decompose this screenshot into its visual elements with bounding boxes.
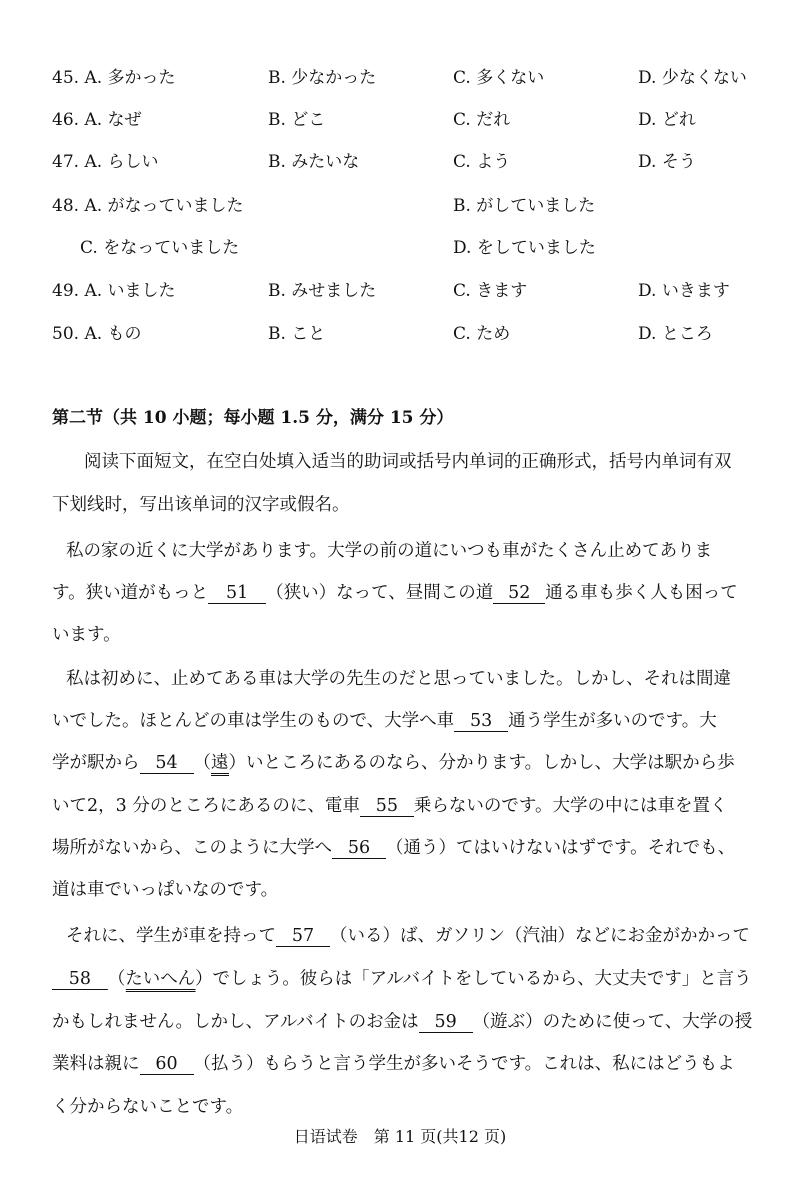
blank-53: 53 (454, 711, 508, 732)
passage-p2-line-5 (52, 834, 735, 862)
blank-59: 59 (419, 1012, 473, 1033)
text-segment: 通る車も歩く人も困って (545, 583, 738, 603)
q46-option-d: D. どれ (638, 110, 696, 130)
section-heading: 第二节（共 10 小题；每小题 1.5 分，满分 15 分） (52, 408, 454, 428)
q49-option-c: C. きます (453, 281, 528, 301)
q49-option-d: D. いきます (638, 281, 730, 301)
passage-p3-line-5: く分からないことです。 (52, 1097, 244, 1117)
text-segment: ）でしょう。彼らは「アルバイトをしているから、大丈夫です」と言う (195, 969, 752, 989)
question-48-row-2 (0, 234, 800, 262)
passage-p1-line-2 (52, 579, 738, 607)
q47-option-c: C. よう (453, 152, 511, 172)
text-segment: 乗らないのです。大学の中には車を置く (413, 796, 728, 816)
q47-option-b: B. みたいな (268, 152, 360, 172)
blank-51: 51 (208, 583, 266, 604)
text-segment: （通う）てはいけないはずです。それでも、 (386, 838, 736, 858)
q50-option-c: C. ため (453, 324, 511, 344)
passage-p3-line-3 (52, 1008, 752, 1036)
passage-p1-line-3: います。 (52, 625, 121, 645)
instruction-line-1: 阅读下面短文，在空白处填入适当的助词或括号内单词的正确形式，括号内单词有双 (84, 452, 732, 472)
text-segment: （遊ぶ）のために使って、大学の授 (472, 1012, 753, 1032)
q50-option-b: B. こと (268, 324, 326, 344)
question-46-row (0, 106, 800, 134)
question-45-row (0, 64, 800, 92)
instruction-line-2: 下划线时，写出该单词的汉字或假名。 (52, 495, 350, 515)
question-47-row (0, 148, 800, 176)
q45-option-a: 45. A. 多かった (52, 68, 176, 88)
q48-option-c: C. をなっていました (80, 238, 240, 258)
q48-option-a: 48. A. がなっていました (52, 196, 244, 216)
question-48-row (0, 192, 800, 220)
q47-option-a: 47. A. らしい (52, 152, 159, 172)
blank-56: 56 (332, 838, 386, 859)
blank-54: 54 (140, 753, 194, 774)
passage-p2-line-6: 道は車でいっぱいなのです。 (52, 880, 279, 900)
text-segment: 業料は親に (52, 1054, 140, 1074)
q47-option-d: D. そう (638, 152, 696, 172)
blank-58: 58 (52, 969, 108, 990)
passage-p1-line-1: 私の家の近くに大学があります。大学の前の道にいつも車がたくさん止めてありま (66, 541, 713, 561)
text-segment: す。狭い道がもっと (52, 583, 209, 603)
q48-option-d: D. をしていました (453, 238, 596, 258)
blank-52: 52 (493, 583, 545, 604)
q45-option-c: C. 多くない (453, 68, 545, 88)
passage-p2-line-2 (52, 707, 717, 735)
q48-option-b: B. がしていました (453, 196, 596, 216)
q50-option-a: 50. A. もの (52, 324, 142, 344)
double-underlined-word-58: たいへん (125, 969, 195, 992)
q45-option-d: D. 少なくない (638, 68, 747, 88)
text-segment: 通う学生が多いのです。大 (508, 711, 717, 731)
passage-p3-line-1 (66, 922, 750, 950)
blank-55: 55 (360, 796, 414, 817)
q50-option-d: D. ところ (638, 324, 713, 344)
passage-p2-line-4 (52, 792, 727, 820)
text-segment: 学が駅から (52, 753, 140, 773)
text-segment: （狭い）なって、昼間この道 (266, 583, 494, 603)
blank-57: 57 (276, 926, 330, 947)
text-segment: （いる）ば、ガソリン（汽油）などにお金がかかって (330, 926, 750, 946)
double-underlined-word-54: 遠 (211, 753, 229, 776)
passage-p2-line-1: 私は初めに、止めてある車は大学の先生のだと思っていました。しかし、それは間違 (66, 669, 731, 689)
q49-option-a: 49. A. いました (52, 281, 176, 301)
q49-option-b: B. みせました (268, 281, 377, 301)
passage-p3-line-2 (52, 965, 752, 993)
text-segment: かもしれません。しかし、アルバイトのお金は (52, 1012, 419, 1032)
q46-option-b: B. どこ (268, 110, 326, 130)
q45-option-b: B. 少なかった (268, 68, 377, 88)
text-segment: （ (107, 969, 126, 989)
passage-p2-line-3 (52, 749, 735, 777)
text-segment: いて2，3 分のところにあるのに、電車 (52, 796, 360, 816)
question-50-row (0, 320, 800, 348)
text-segment: （払う）もらうと言う学生が多いそうです。これは、私にはどうもよ (193, 1054, 735, 1074)
question-49-row (0, 277, 800, 305)
text-segment: 場所がないから、このように大学へ (52, 838, 332, 858)
text-segment: ）いところにあるのなら、分かります。しかし、大学は駅から歩 (228, 753, 735, 773)
page-footer: 日语试卷 第 11 页(共12 页) (293, 1127, 507, 1146)
q46-option-c: C. だれ (453, 110, 511, 130)
text-segment: いでした。ほとんどの車は学生のもので、大学へ車 (52, 711, 455, 731)
text-segment: （ (193, 753, 211, 773)
text-segment: それに、学生が車を持って (66, 926, 276, 946)
blank-60: 60 (140, 1054, 194, 1075)
passage-p3-line-4 (52, 1050, 735, 1078)
q46-option-a: 46. A. なぜ (52, 110, 142, 130)
